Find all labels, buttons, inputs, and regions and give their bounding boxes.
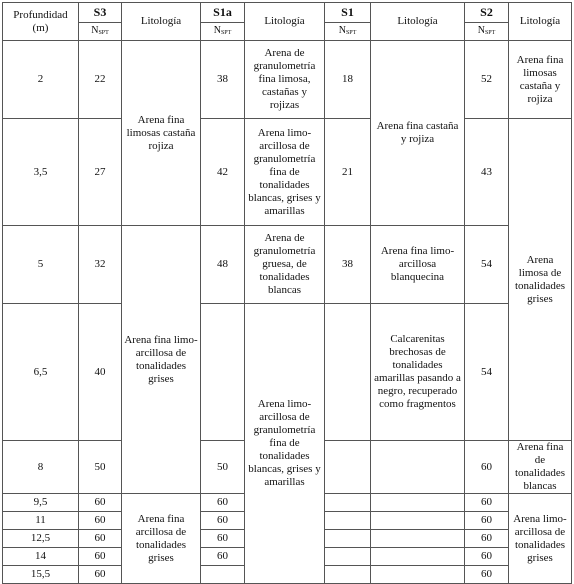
s1a-lithology-b: Arena limo-arcillosa de granulometría fina de tonalidades blancas, grises y amarillas	[245, 119, 325, 226]
s1-n-cell: 38	[325, 226, 371, 304]
s3-n-cell: 60	[79, 530, 122, 548]
s1-n-cell	[325, 530, 371, 548]
header-depth: Profundidad (m)	[3, 3, 79, 41]
s1a-lithology-d: Arena limo-arcillosa de granulometría fina de tonalidades blancas, grises y amarillas	[245, 304, 325, 584]
s2-lithology-b: Arena limosa de tonalidades grises	[509, 119, 572, 441]
depth-cell: 15,5	[3, 566, 79, 584]
s1-n-cell: 18	[325, 41, 371, 119]
header-nspt-s1a: $N_{SPT}$	[201, 23, 245, 41]
header-litologia-s1a: Litología	[245, 3, 325, 41]
s1a-n-cell: 50	[201, 441, 245, 494]
s3-n-cell: 60	[79, 548, 122, 566]
s2-n-cell: 60	[465, 548, 509, 566]
s3-n-cell: 27	[79, 119, 122, 226]
depth-cell: 3,5	[3, 119, 79, 226]
s2-lithology-a: Arena fina limosas castaña y rojiza	[509, 41, 572, 119]
header-nspt-s1: $N_{SPT}$	[325, 23, 371, 41]
s2-n-cell: 52	[465, 41, 509, 119]
s3-n-cell: 60	[79, 494, 122, 512]
s3-n-cell: 60	[79, 512, 122, 530]
s2-lithology-d: Arena limo-arcillosa de tonalidades grises	[509, 494, 572, 584]
header-nspt-s2: $N_{SPT}$	[465, 23, 509, 41]
header-s1a: S1a	[201, 3, 245, 23]
table-wrapper	[2, 2, 572, 584]
s1a-n-cell: 38	[201, 41, 245, 119]
s1-lithology-empty	[371, 512, 465, 530]
table-row	[3, 119, 572, 226]
s1a-n-cell	[201, 566, 245, 584]
s2-n-cell: 60	[465, 441, 509, 494]
s1-lithology-c: Calcarenitas brechosas de tonalidades amarillas pasando a negro, recuperado como fragmentos	[371, 304, 465, 441]
header-litologia-s2: Litología	[509, 3, 572, 41]
header-s2: S2	[465, 3, 509, 23]
s1-n-cell	[325, 548, 371, 566]
header-s3: S3	[79, 3, 122, 23]
s3-lithology-b: Arena fina limo-arcillosa de tonalidades grises	[122, 226, 201, 494]
s2-n-cell: 60	[465, 566, 509, 584]
depth-cell: 8	[3, 441, 79, 494]
s2-n-cell: 60	[465, 512, 509, 530]
s1-lithology-b: Arena fina limo-arcillosa blanquecina	[371, 226, 465, 304]
header-litologia-s1: Litología	[371, 3, 465, 41]
s3-n-cell: 32	[79, 226, 122, 304]
s1a-n-cell: 60	[201, 512, 245, 530]
depth-cell: 14	[3, 548, 79, 566]
s3-lithology-c: Arena fina arcillosa de tonalidades grises	[122, 494, 201, 584]
s1-lithology-empty	[371, 530, 465, 548]
s2-n-cell: 54	[465, 304, 509, 441]
depth-cell: 9,5	[3, 494, 79, 512]
s2-lithology-c: Arena fina de tonalidades blancas	[509, 441, 572, 494]
s1a-n-cell: 60	[201, 548, 245, 566]
s1-n-cell: 21	[325, 119, 371, 226]
s1-n-cell	[325, 494, 371, 512]
s3-n-cell: 60	[79, 566, 122, 584]
table-row	[3, 41, 572, 119]
s2-n-cell: 54	[465, 226, 509, 304]
depth-cell: 11	[3, 512, 79, 530]
table-row	[3, 226, 572, 304]
depth-cell: 2	[3, 41, 79, 119]
s3-n-cell: 22	[79, 41, 122, 119]
header-s1: S1	[325, 3, 371, 23]
s1a-n-cell: 42	[201, 119, 245, 226]
s2-n-cell: 60	[465, 530, 509, 548]
s2-n-cell: 43	[465, 119, 509, 226]
header-litologia-s3: Litología	[122, 3, 201, 41]
s1a-lithology-a: Arena de granulometría fina limosa, castañas y rojizas	[245, 41, 325, 119]
s1a-n-cell: 60	[201, 530, 245, 548]
header-nspt-s3: $N_{SPT}$	[79, 23, 122, 41]
s1-lithology-empty	[371, 566, 465, 584]
s1-n-cell	[325, 304, 371, 441]
s1a-n-cell: 60	[201, 494, 245, 512]
s3-n-cell: 40	[79, 304, 122, 441]
depth-cell: 12,5	[3, 530, 79, 548]
s3-n-cell: 50	[79, 441, 122, 494]
header-row-sondeos	[3, 3, 572, 23]
s1a-lithology-c: Arena de granulometría gruesa, de tonalidades blancas	[245, 226, 325, 304]
s1-n-cell	[325, 512, 371, 530]
depth-cell: 6,5	[3, 304, 79, 441]
s1-lithology-empty	[371, 494, 465, 512]
s1-n-cell	[325, 441, 371, 494]
s3-lithology-a: Arena fina limosas castaña rojiza	[122, 41, 201, 226]
s1-lithology-a: Arena fina castaña y rojiza	[371, 41, 465, 226]
table-row	[3, 304, 572, 441]
depth-cell: 5	[3, 226, 79, 304]
s1a-n-cell	[201, 304, 245, 441]
s1a-n-cell: 48	[201, 226, 245, 304]
s1-lithology-empty	[371, 441, 465, 494]
s1-lithology-empty	[371, 548, 465, 566]
s2-n-cell: 60	[465, 494, 509, 512]
s1-n-cell	[325, 566, 371, 584]
soil-profile-table	[2, 2, 572, 584]
